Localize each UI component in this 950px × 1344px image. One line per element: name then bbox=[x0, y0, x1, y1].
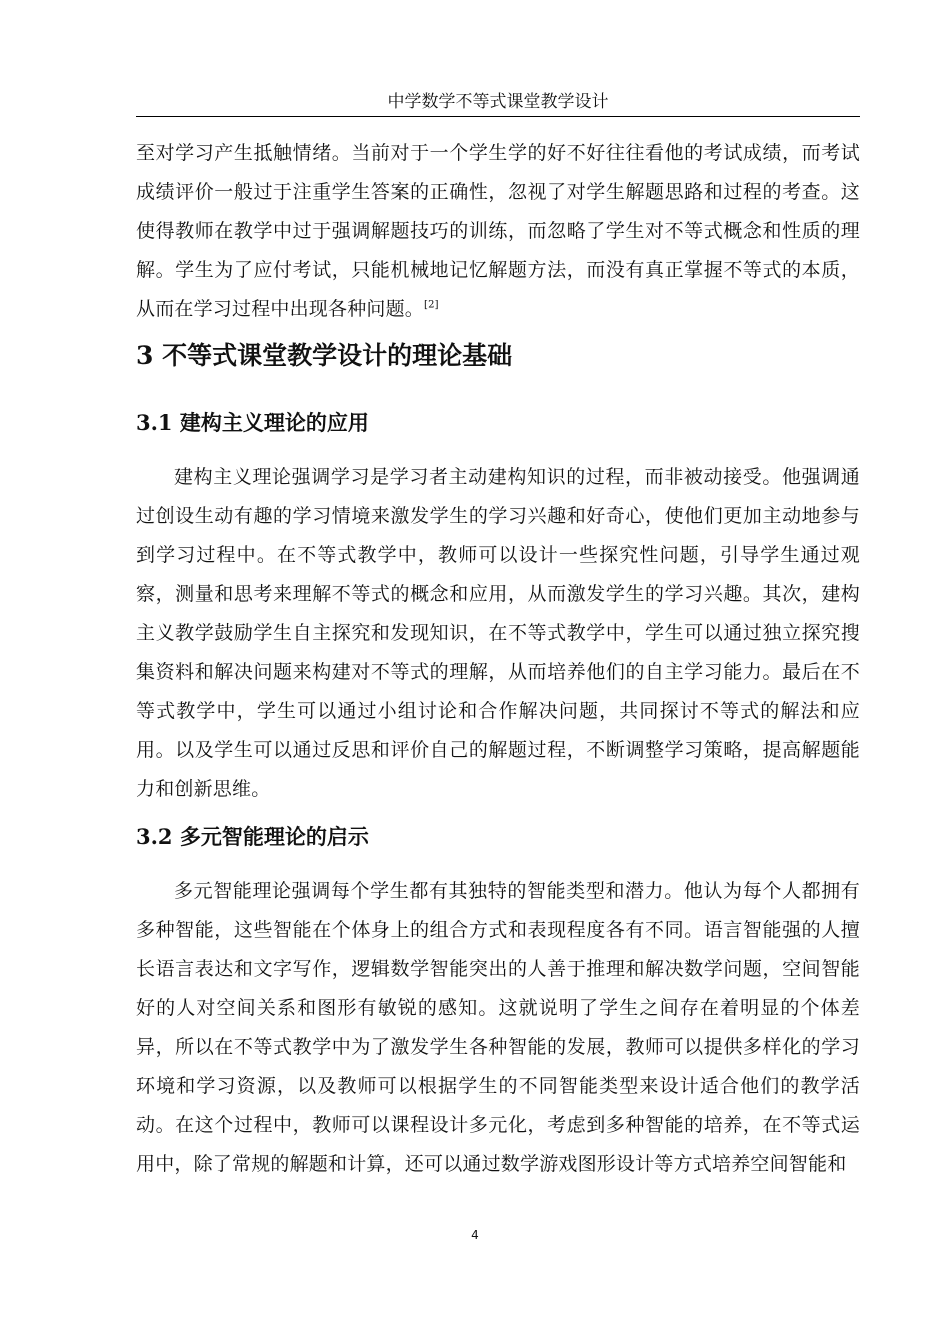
paragraph-constructivism: 建构主义理论强调学习是学习者主动建构知识的过程，而非被动接受。他强调通过创设生动有趣的学习情境来激发学生的学习兴趣和好奇心，使他们更加主动地参与到学习过程中。在不等式教学中，教师可以设计一些探究性问题，引导学生通过观察，测量和思考来理解不等式的概念和应用，从而激发学生的学习兴趣。其次，建构主义教学鼓励学生自主探究和发现知识，在不等式教学中，学生可以通过独立探究搜集资料和解决问题来构建对不等式的理解，从而培养他们的自主学习能力。最后在不等式教学中，学生可以通过小组讨论和合作解决问题，共同探讨不等式的解法和应用。以及学生可以通过反思和评价自己的解题过程，不断调整学习策略，提高解题能力和创新思维。 bbox=[136, 466, 860, 800]
paragraph-multiple-intelligences: 多元智能理论强调每个学生都有其独特的智能类型和潜力。他认为每个人都拥有多种智能，这些智能在个体身上的组合方式和表现程度各有不同。语言智能强的人擅长语言表达和文字写作，逻辑数学智能突出的人善于推理和解决数学问题，空间智能好的人对空间关系和图形有敏锐的感知。这就说明了学生之间存在着明显的个体差异，所以在不等式教学中为了激发学生各种智能的发展，教师可以提供多样化的学习环境和学习资源，以及教师可以根据学生的不同智能类型来设计适合他们的教学活动。在这个过程中，教师可以课程设计多元化，考虑到多种智能的培养，在不等式运用中，除了常规的解题和计算，还可以通过数学游戏图形设计等方式培养空间智能和 bbox=[136, 880, 860, 1175]
intro-paragraph-text: 至对学习产生抵触情绪。当前对于一个学生学的好不好往往看他的考试成绩，而考试成绩评价一般过于注重学生答案的正确性，忽视了对学生解题思路和过程的考查。这使得教师在教学中过于强调解题技巧的训练，而忽略了学生对不等式概念和性质的理解。学生为了应付考试，只能机械地记忆解题方法，而没有真正掌握不等式的本质，从而在学习过程中出现各种问题。 bbox=[136, 142, 860, 320]
header-rule bbox=[136, 116, 860, 117]
citation-reference: [2] bbox=[424, 299, 439, 311]
running-header: 中学数学不等式课堂教学设计 bbox=[387, 92, 609, 112]
subsection-heading-3-2: 3.2 多元智能理论的启示 bbox=[136, 824, 369, 849]
page-number: 4 bbox=[471, 1228, 479, 1242]
intro-paragraph bbox=[136, 134, 860, 329]
section-heading: 3 不等式课堂教学设计的理论基础 bbox=[136, 341, 513, 370]
subsection-heading-3-1: 3.1 建构主义理论的应用 bbox=[136, 410, 369, 435]
